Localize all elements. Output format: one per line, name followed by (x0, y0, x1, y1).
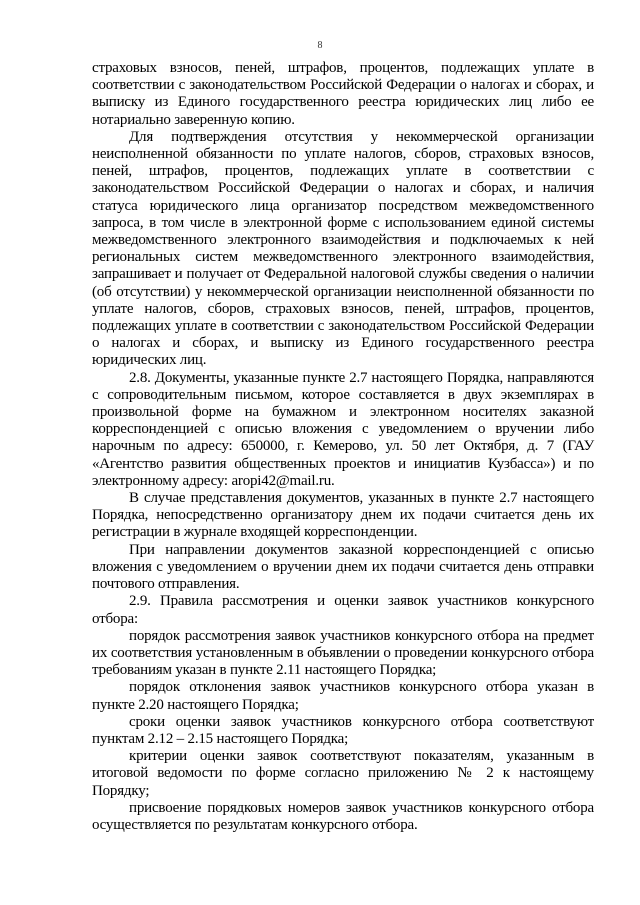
paragraph-evaluation-criteria: критерии оценки заявок соответствуют показателям, указанным в итоговой ведомости по форме согласно приложению № 2 к настоящему Порядку; (92, 748, 594, 799)
paragraph-continuation: страховых взносов, пеней, штрафов, процентов, подлежащих уплате в соответствии с законодательством Российской Федерации о налогах и сборах, и выписку из Единого государственного реестра юридических лиц либо ее нотариально заверенную копию. (92, 60, 594, 128)
paragraph-evaluation-terms: сроки оценки заявок участников конкурсного отбора соответствуют пунктам 2.12 – 2.15 настоящего Порядка; (92, 713, 594, 747)
paragraph-rejection-procedure: порядок отклонения заявок участников конкурсного отбора указан в пункте 2.20 настоящего Порядка; (92, 679, 594, 713)
paragraph-2-9-rules: 2.9. Правила рассмотрения и оценки заявок участников конкурсного отбора: (92, 593, 594, 627)
document-body (92, 60, 594, 834)
page-number: 8 (317, 40, 323, 51)
paragraph-numbering: присвоение порядковых номеров заявок участников конкурсного отбора осуществляется по результатам конкурсного отбора. (92, 799, 594, 833)
paragraph-direct-submission: В случае представления документов, указанных в пункте 2.7 настоящего Порядка, непосредственно организатору днем их подачи считается день их регистрации в журнале входящей корреспонденции. (92, 490, 594, 541)
paragraph-review-procedure: порядок рассмотрения заявок участников конкурсного отбора на предмет их соответствия установленным в объявлении о проведении конкурсного отбора требованиям указан в пункте 2.11 настоящего Порядка; (92, 627, 594, 679)
paragraph-registered-mail: При направлении документов заказной корреспонденцией с описью вложения с уведомлением о вручении днем их подачи считается день отправки почтового отправления. (92, 541, 594, 593)
paragraph-tax-verification: Для подтверждения отсутствия у некоммерческой организации неисполненной обязанности по уплате налогов, сборов, страховых взносов, пеней, штрафов, процентов, подлежащих уплате в соответствии с законодательством Российской Федерации о налогах и сборах, и наличия статуса юридического лица организатор посредством межведомственного запроса, в том числе в электронной форме с использованием единой системы межведомственного электронного взаимодействия и подключаемых к ней региональных систем межведомственного электронного взаимодействия, запрашивает и получает от Федеральной налоговой службы сведения о наличии (об отсутствии) у некоммерческой организации неисполненной обязанности по уплате налогов, сборов, страховых взносов, пеней, штрафов, процентов, подлежащих уплате в соответствии с законодательством Российской Федерации о налогах и сборах, и выписку из Единого государственного реестра юридических лиц. (92, 128, 594, 369)
paragraph-2-8-documents: 2.8. Документы, указанные пункте 2.7 настоящего Порядка, направляются с сопроводительным письмом, которое составляется в двух экземплярах в произвольной форме на бумажном и электронном носителях заказной корреспонденцией с описью вложения с уведомлением о вручении либо нарочным по адресу: 650000, г. Кемерово, ул. 50 лет Октября, д. 7 (ГАУ «Агентство развития общественных проектов и инициатив Кузбасса») и по электронному адресу: aropi42@mail.ru. (92, 369, 594, 489)
